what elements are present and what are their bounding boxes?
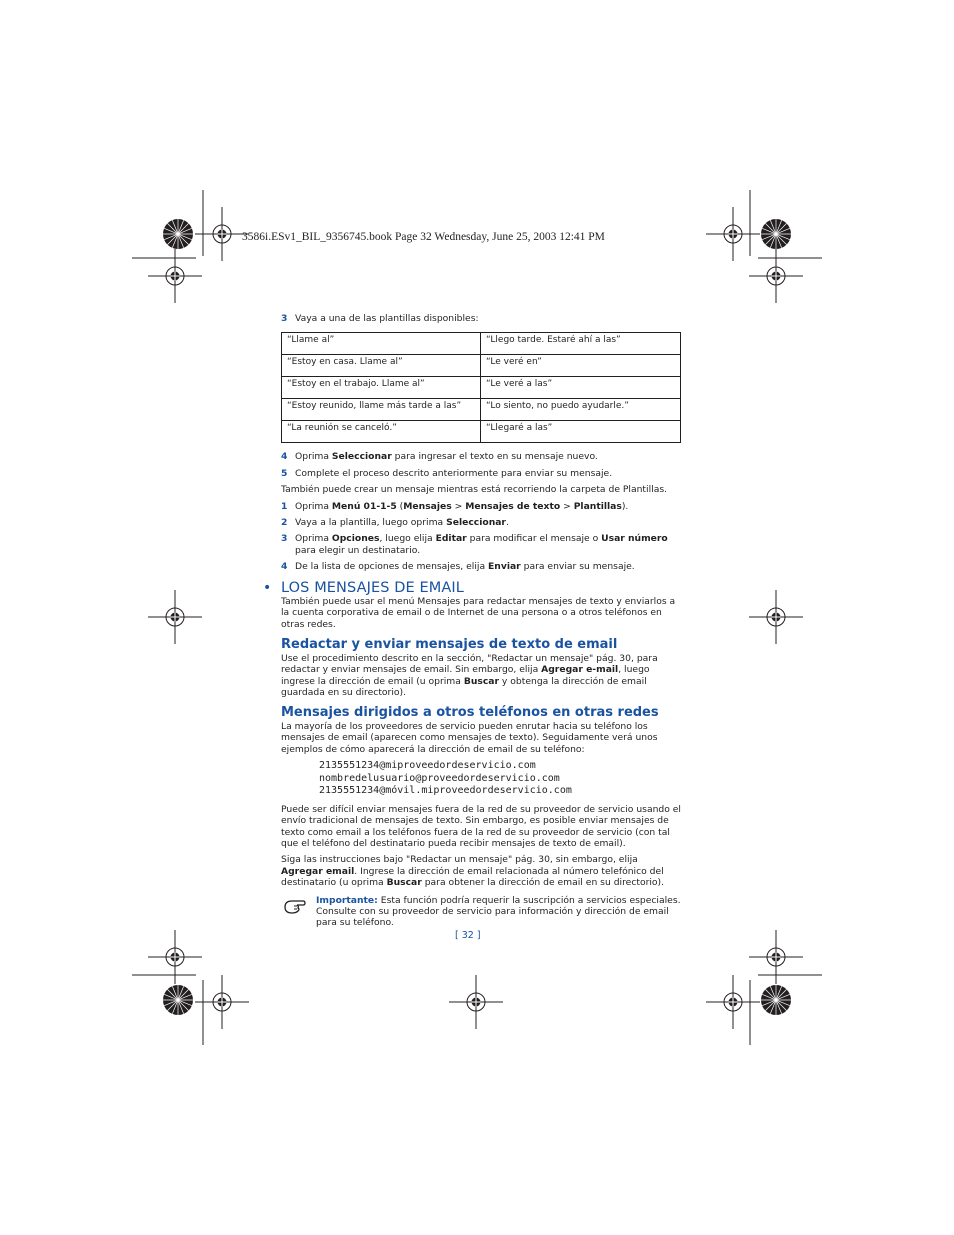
softkey-opciones: Opciones — [331, 533, 380, 545]
section-intro: También puede usar el menú Mensajes para redactar mensajes de texto y enviarlos a la cuenta corporativa de email o de Internet de una persona o a otros teléfonos en otras redes. — [281, 596, 676, 630]
crosshair-icon — [148, 930, 202, 984]
step-5-complete — [281, 468, 681, 479]
crosshair-icon — [148, 249, 202, 303]
registration-star-icon — [163, 985, 193, 1015]
step-text: para enviar su mensaje. — [520, 561, 635, 573]
email-example: 2135551234@miproveedordeservicio.com — [319, 759, 536, 771]
step-text: > — [451, 500, 466, 512]
option-agregar-email: Agregar email — [281, 865, 355, 877]
crosshair-icon — [706, 207, 760, 261]
important-note — [281, 895, 681, 929]
page-content — [263, 313, 681, 929]
subsection-title: Redactar y enviar mensajes de texto de email — [281, 637, 618, 653]
table-row — [282, 421, 681, 443]
step-3-templates — [281, 313, 681, 324]
step-number: 4 — [281, 451, 288, 463]
step-2-scroll — [281, 517, 681, 528]
template-cell: “Estoy en el trabajo. Llame al” — [282, 377, 481, 399]
registration-star-icon — [761, 985, 791, 1015]
email-example: 2135551234@móvil.miproveedordeservicio.com — [319, 785, 572, 797]
step-text: De la lista de opciones de mensajes, elija — [295, 561, 489, 573]
menu-shortcut: Menú 01-1-5 — [331, 500, 397, 512]
subsection-title: Mensajes dirigidos a otros teléfonos en otras redes — [281, 705, 659, 721]
step-number: 1 — [281, 500, 288, 512]
crosshair-icon — [749, 249, 803, 303]
step-4-send — [281, 561, 681, 572]
option-buscar: Buscar — [386, 877, 422, 889]
menu-mensajes-texto: Mensajes de texto — [465, 500, 561, 512]
step-number: 2 — [281, 517, 288, 529]
option-editar: Editar — [435, 533, 467, 545]
option-agregar-email: Agregar e-mail — [541, 664, 619, 676]
crosshair-icon — [749, 930, 803, 984]
step-text: ( — [396, 500, 404, 512]
step-text: . — [505, 517, 509, 529]
para-text: Siga las instrucciones bajo "Redactar un mensaje" pág. 30, sin embargo, elija — [281, 854, 638, 866]
crosshair-icon — [706, 975, 760, 1029]
compose-section — [281, 639, 681, 698]
section-title: LOS MENSAJES DE EMAIL — [281, 579, 464, 596]
step-number: 3 — [281, 313, 288, 324]
section-bullet: • — [263, 579, 272, 596]
compose-para — [281, 653, 681, 699]
step-4-select — [281, 451, 681, 462]
email-example: nombredelusuario@proveedordeservicio.com — [319, 772, 560, 784]
step-text: para elegir un destinatario. — [295, 544, 421, 556]
softkey-seleccionar: Seleccionar — [331, 451, 392, 463]
table-row — [282, 333, 681, 355]
menu-plantillas: Plantillas — [573, 500, 622, 512]
template-cell: “Llego tarde. Estaré ahí a las” — [481, 333, 681, 355]
option-usar-numero: Usar número — [601, 533, 668, 545]
para-text: Use el procedimiento descrito en la sección, "Redactar un mensaje" pág. 30, para redactar y enviar mensajes de email. Sin embargo, elija — [281, 652, 658, 676]
book-header-line: 3586i.ESv1_BIL_9356745.book Page 32 Wednesday, June 25, 2003 12:41 PM — [242, 231, 605, 243]
template-cell: “Le veré a las” — [481, 377, 681, 399]
table-row — [282, 377, 681, 399]
step-text: ). — [621, 500, 629, 512]
crosshair-icon — [749, 590, 803, 644]
step-text: Vaya a la plantilla, luego oprima — [295, 517, 447, 529]
step-text: para modificar el mensaje o — [466, 533, 602, 545]
step-text: Vaya a una de las plantillas disponibles: — [295, 313, 479, 324]
crosshair-icon — [449, 975, 503, 1029]
note-label: Importante: — [316, 894, 378, 906]
email-section — [263, 579, 681, 631]
page-number: [ 32 ] — [455, 930, 481, 941]
step-text: > — [560, 500, 574, 512]
email-examples — [319, 760, 681, 798]
other-phones-para3 — [281, 854, 681, 888]
template-cell: “Estoy reunido, llame más tarde a las” — [282, 399, 481, 421]
other-phones-section — [281, 707, 681, 888]
also-create-para: También puede crear un mensaje mientras está recorriendo la carpeta de Plantillas. — [281, 484, 668, 496]
other-phones-para2: Puede ser difícil enviar mensajes fuera de la red de su proveedor de servicio usando el envío tradicional de mensajes de texto. Sin embargo, es posible enviar mensajes de texto como email a los teléfonos fuera de la red de su proveedor de servicio (con tal que el teléfono del destinatario pueda recibir mensajes de texto de email). — [281, 803, 681, 849]
pointing-hand-icon — [283, 897, 307, 915]
para-text: y obtenga la dirección de email guardada en su directorio). — [281, 675, 647, 698]
other-phones-intro: La mayoría de los proveedores de servicio pueden enrutar hacia su teléfono los mensajes de email (aparecen como mensajes de texto). Seguidamente verá unos ejemplos de cómo aparecerá la dirección de email de su teléfono: — [281, 720, 658, 755]
template-cell: “Lo siento, no puedo ayudarle.” — [481, 399, 681, 421]
template-cell: “Llame al” — [282, 333, 481, 355]
step-text: Oprima — [295, 500, 332, 512]
registration-star-icon — [163, 219, 193, 249]
step-text: , luego elija — [379, 533, 436, 545]
template-cell: “Le veré en” — [481, 355, 681, 377]
menu-mensajes: Mensajes — [403, 500, 452, 512]
option-buscar: Buscar — [463, 675, 500, 687]
template-cell: “Llegaré a las” — [481, 421, 681, 443]
step-3-options — [281, 533, 681, 556]
para-text: para obtener la dirección de email en su directorio). — [421, 877, 665, 889]
para-text: . Ingrese la dirección de email relacionada al número telefónico del destinatario (u oprima — [281, 865, 664, 889]
step-number: 3 — [281, 533, 288, 545]
softkey-seleccionar: Seleccionar — [446, 517, 506, 529]
step-1-menu — [281, 501, 681, 512]
step-text: Oprima — [295, 451, 332, 463]
step-text: Complete el proceso descrito anteriormente para enviar su mensaje. — [295, 467, 613, 479]
para-text: , luego ingrese la dirección de email (u oprima — [281, 664, 650, 687]
note-text — [316, 895, 681, 929]
step-text: Oprima — [295, 533, 332, 545]
table-row — [282, 399, 681, 421]
note-body: Esta función podría requerir la suscripción a servicios especiales. Consulte con su proveedor de servicio para información y dirección de email para su teléfono. — [316, 894, 681, 929]
table-row — [282, 355, 681, 377]
step-number: 4 — [281, 561, 288, 573]
registration-star-icon — [761, 219, 791, 249]
template-cell: “Estoy en casa. Llame al” — [282, 355, 481, 377]
option-enviar: Enviar — [488, 561, 521, 573]
crosshair-icon — [148, 590, 202, 644]
templates-table — [281, 332, 681, 443]
step-text: para ingresar el texto en su mensaje nuevo. — [391, 451, 598, 463]
step-number: 5 — [281, 467, 288, 479]
template-cell: “La reunión se canceló.” — [282, 421, 481, 443]
